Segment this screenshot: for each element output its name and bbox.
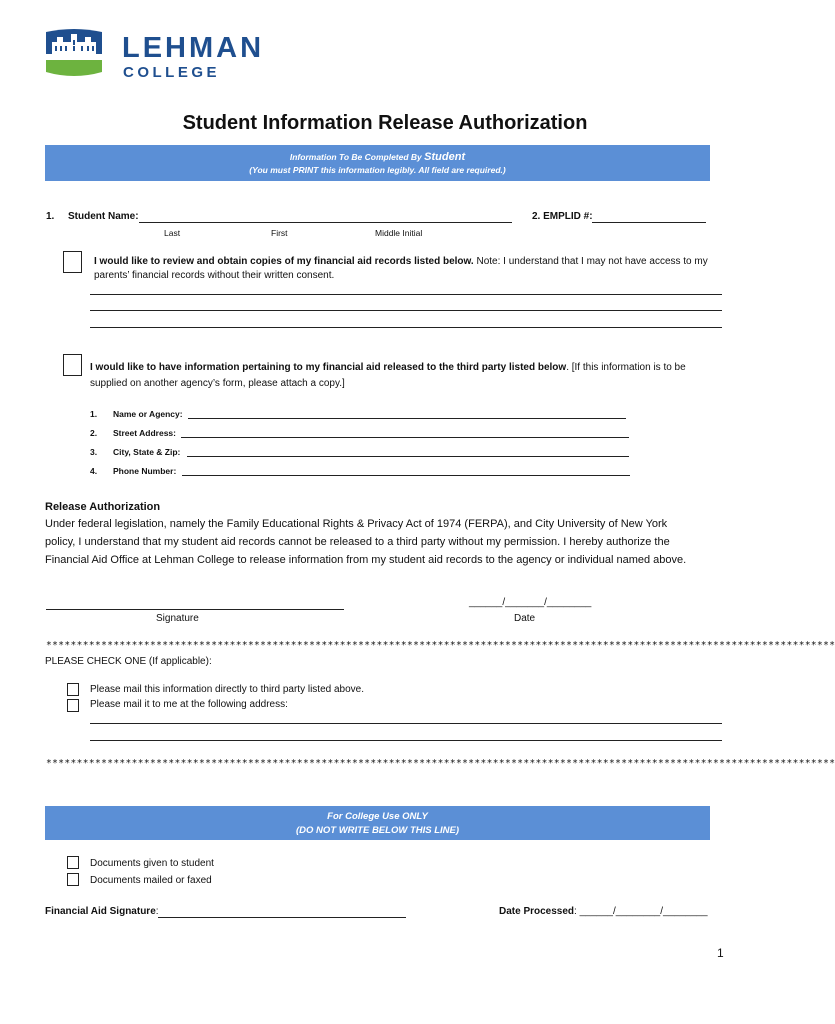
middle-label: Middle Initial [375, 228, 423, 238]
bar-line2: (You must PRINT this information legibly. All field are required.) [249, 165, 506, 175]
mail-third-party-label: Please mail this information directly to third party listed above. [90, 684, 365, 695]
address-line-2[interactable] [90, 740, 722, 741]
fa-signature-row [45, 906, 159, 917]
option2-text [90, 361, 730, 375]
logo-name: LEHMAN [122, 32, 265, 64]
option1-line2: parents’ financial records without their written consent. [94, 270, 335, 281]
emplid-field[interactable] [592, 222, 706, 223]
fa-signature-label: Financial Aid Signature [45, 906, 156, 917]
option2-bold: I would like to have information pertaining to my financial aid released to the third party listed below [90, 362, 567, 373]
name-agency-field[interactable] [188, 418, 626, 419]
review-records-checkbox[interactable] [63, 251, 82, 273]
fa-signature-colon: : [155, 906, 159, 917]
street-address-field[interactable] [181, 437, 629, 438]
signature-field[interactable] [46, 609, 344, 610]
bar-line1-prefix: Information To Be Completed By [289, 152, 422, 162]
release-line-3: Financial Aid Office at Lehman College to release information from my student aid records to the agency or individual named above. [45, 554, 687, 566]
address-line-1[interactable] [90, 723, 722, 724]
signature-date-label: Date [514, 613, 536, 624]
records-line-1[interactable] [90, 294, 722, 295]
date-processed-label: Date Processed [499, 906, 575, 917]
stars-divider-2: ********************************************************************************************************************************* [46, 758, 835, 769]
field-label-city: City, State & Zip: [113, 447, 181, 457]
page-title: Student Information Release Authorization [182, 112, 588, 134]
field-label-name: Name or Agency: [113, 409, 183, 419]
college-bar-line1: For College Use ONLY [327, 811, 428, 822]
signature-date-field[interactable]: ______/_______/________ [469, 597, 592, 608]
page-number: 1 [717, 946, 724, 960]
release-third-party-checkbox[interactable] [63, 354, 82, 376]
student-info-bar [45, 145, 710, 181]
college-bar-line2: (DO NOT WRITE BELOW THIS LINE) [295, 825, 460, 836]
bar-line1-emphasis: Student [424, 151, 466, 163]
college-use-bar [45, 806, 710, 840]
field-num-1: 1. [90, 409, 98, 419]
date-processed-field[interactable]: : ______/________/________ [574, 906, 708, 917]
mail-third-party-checkbox[interactable] [67, 683, 79, 696]
field-num-2: 2. [90, 428, 98, 438]
mail-to-me-checkbox[interactable] [67, 699, 79, 712]
docs-given-checkbox[interactable] [67, 856, 79, 869]
last-label: Last [164, 228, 181, 238]
first-label: First [271, 228, 288, 238]
field-label-street: Street Address: [113, 428, 176, 438]
release-line-1: Under federal legislation, namely the Family Educational Rights & Privacy Act of 1974 (FERPA), and City University of New York [45, 518, 668, 530]
signature-label: Signature [156, 613, 199, 624]
docs-mailed-label: Documents mailed or faxed [90, 875, 212, 886]
release-heading: Release Authorization [45, 501, 161, 513]
records-line-3[interactable] [90, 327, 722, 328]
option2-normal: . [If this information is to be [566, 362, 686, 373]
option1-bold: I would like to review and obtain copies of my financial aid records listed below. [94, 256, 474, 267]
lehman-logo [44, 28, 104, 80]
phone-number-field[interactable] [182, 475, 630, 476]
field-num-3: 3. [90, 447, 98, 457]
docs-mailed-checkbox[interactable] [67, 873, 79, 886]
field-label-phone: Phone Number: [113, 466, 177, 476]
logo-subname: COLLEGE [123, 64, 221, 81]
records-line-2[interactable] [90, 310, 722, 311]
check-one-label: PLEASE CHECK ONE (If applicable): [45, 656, 212, 667]
stars-divider-1: ********************************************************************************************************************************* [46, 640, 835, 651]
docs-given-label: Documents given to student [90, 858, 214, 869]
release-line-2: policy, I understand that my student aid records cannot be released to a third party without my permission. I hereby authorize the [45, 536, 670, 548]
option1-text [94, 255, 724, 269]
building-logo-icon [44, 28, 104, 80]
option1-normal: Note: I understand that I may not have access to my [473, 256, 708, 267]
student-name-field[interactable] [139, 222, 512, 223]
field-num-4: 4. [90, 466, 98, 476]
mail-to-me-label: Please mail it to me at the following address: [90, 699, 288, 710]
city-state-zip-field[interactable] [187, 456, 629, 457]
student-number: 1. [46, 211, 55, 222]
student-name-label: Student Name: [68, 211, 139, 222]
fa-signature-field[interactable] [158, 917, 406, 918]
option2-line2: supplied on another agency’s form, please attach a copy.] [90, 378, 345, 389]
emplid-label: 2. EMPLID #: [532, 211, 593, 222]
date-processed-row [499, 906, 708, 917]
